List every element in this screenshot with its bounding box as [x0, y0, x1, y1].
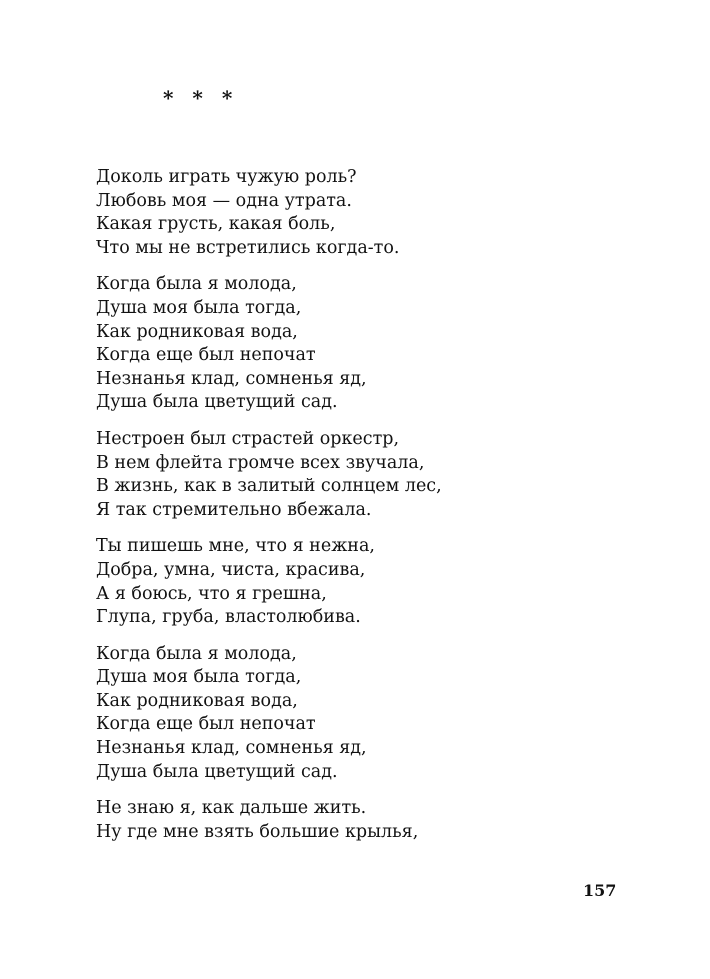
poem-line: Когда была я молода, [96, 643, 297, 664]
poem-line: Как родниковая вода, [96, 690, 298, 711]
poem-line: Незнанья клад, сомненья яд, [96, 368, 367, 389]
poem-line: В нем флейта громче всех звучала, [96, 452, 425, 473]
poem-line: Любовь моя — одна утрата. [96, 190, 352, 211]
poem-line: Душа моя была тогда, [96, 667, 302, 688]
poem-line: Добра, умна, чиста, красива, [96, 559, 366, 580]
poem-line: Ты пишешь мне, что я нежна, [96, 536, 375, 557]
poem-line: Ну где мне взять большие крылья, [96, 821, 419, 842]
poem-line: Когда еще был непочат [96, 714, 316, 735]
poem-line: Что мы не встретились когда-то. [96, 237, 400, 258]
poem-line: Когда еще был непочат [96, 345, 316, 366]
stanza [96, 535, 656, 629]
stanza [96, 643, 656, 785]
stanza [96, 273, 656, 415]
poem-line: Душа была цветущий сад. [96, 392, 338, 413]
poem-line: Глупа, груба, властолюбива. [96, 607, 361, 628]
poem-line: Когда была я молода, [96, 274, 297, 295]
page-number: 157 [583, 881, 617, 900]
poem-line: А я боюсь, что я грешна, [96, 583, 327, 604]
poem-line: Доколь играть чужую роль? [96, 167, 357, 187]
poem-line: Нестроен был страстей оркестр, [96, 428, 400, 449]
poem-line: Как родниковая вода, [96, 321, 298, 342]
stanza [96, 166, 656, 260]
stanza [96, 797, 656, 844]
poem-line: Не знаю я, как дальше жить. [96, 798, 367, 819]
stanza [96, 428, 656, 522]
poem-line: Я так стремительно вбежала. [96, 499, 372, 520]
poem [96, 166, 656, 857]
section-separator: * * * [163, 86, 239, 110]
poem-line: Душа моя была тогда, [96, 297, 302, 318]
poem-line: Незнанья клад, сомненья яд, [96, 738, 367, 759]
poem-line: В жизнь, как в залитый солнцем лес, [96, 476, 442, 497]
poem-line: Какая грусть, какая боль, [96, 214, 336, 235]
poem-line: Душа была цветущий сад. [96, 761, 338, 782]
